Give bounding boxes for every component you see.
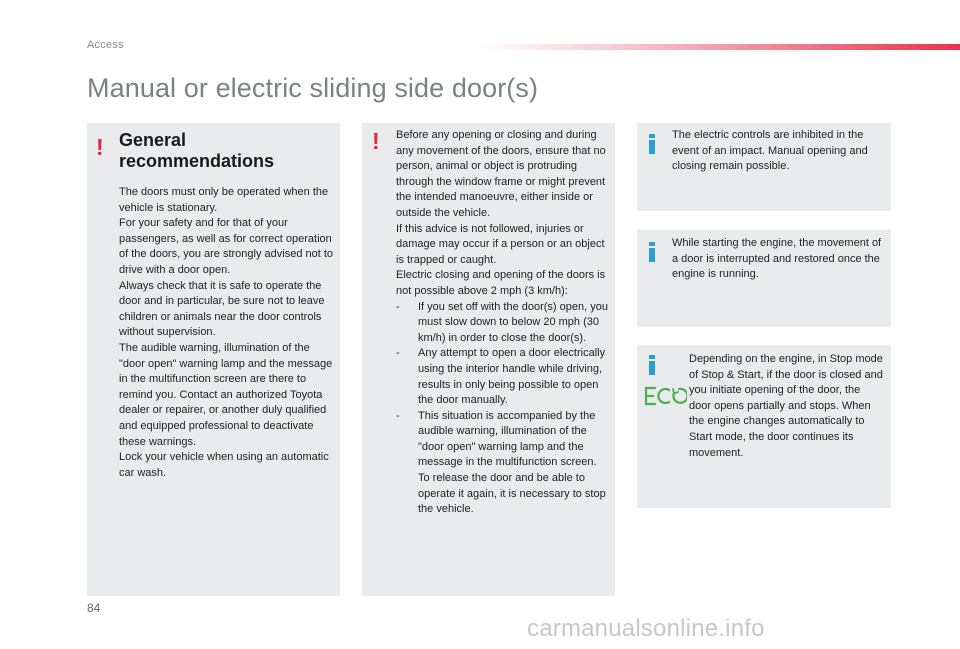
warning-list-item bbox=[396, 409, 609, 518]
general-paragraph: Lock your vehicle when using an automatic car wash. bbox=[119, 451, 329, 479]
general-paragraph: Always check that it is safe to operate the door and in particular, be sure not to leave children or animals near the door controls without supervision. bbox=[119, 279, 325, 339]
warning-list-item-text: This situation is accompanied by the audible warning, illumination of the "door open" warning lamp and the message in the multifunction screen. To release the door and be able to operate it again, it is necessary to stop the vehicle. bbox=[418, 409, 606, 516]
list-dash: - bbox=[396, 409, 400, 422]
info-text: Depending on the engine, in Stop mode of Stop & Start, if the door is closed and you initiate opening of the door, the door opens partially and stops. When the engine changes automatically to Start mode, the door continues its movement. bbox=[689, 353, 883, 459]
warning-list-item-text: If you set off with the door(s) open, you must slow down to below 20 mph (30 km/h) in order to close the door(s). bbox=[418, 300, 608, 344]
info-icon bbox=[649, 355, 655, 375]
section-label: Access bbox=[87, 39, 124, 51]
list-dash: - bbox=[396, 300, 400, 313]
warning-paragraph: Before any opening or closing and during any movement of the doors, ensure that no person, animal or object is protruding through the window frame or might prevent the intended manoeuvre, either inside or outside the vehicle. bbox=[396, 129, 606, 219]
info-text: The electric controls are inhibited in the event of an impact. Manual opening and closing remain possible. bbox=[672, 129, 868, 173]
info-box-stop-start bbox=[637, 345, 891, 508]
info-box-engine-start bbox=[637, 230, 891, 327]
warning-exclamation-icon: ! bbox=[372, 128, 380, 154]
info-box-impact bbox=[637, 123, 891, 211]
watermark: carmanualsonline.info bbox=[527, 615, 765, 642]
page-title: Manual or electric sliding side door(s) bbox=[87, 73, 539, 103]
safety-warning-box bbox=[362, 123, 615, 596]
header-accent-bar bbox=[480, 44, 960, 50]
general-recommendations-text bbox=[119, 185, 335, 481]
general-recommendations-box bbox=[87, 123, 340, 596]
info-text: While starting the engine, the movement of a door is interrupted and restored once the engine is running. bbox=[672, 237, 882, 281]
general-paragraph: The audible warning, illumination of the "door open" warning lamp and the message in the multifunction screen are there to remind you. Contact an authorized Toyota dealer or repairer, or another duly qualified and equipped professional to deactivate these warnings. bbox=[119, 341, 333, 448]
warning-list-item-text: Any attempt to open a door electrically using the interior handle while driving, results in only being possible to open the door manually. bbox=[418, 347, 606, 407]
safety-warning-text bbox=[396, 128, 609, 518]
general-paragraph: For your safety and for that of your passengers, as well as for correct operation of the doors, you are strongly advised not to drive with a door open. bbox=[119, 217, 334, 276]
general-paragraph: The doors must only be operated when the vehicle is stationary. bbox=[119, 186, 329, 214]
page-number: 84 bbox=[87, 601, 101, 615]
warning-list-item bbox=[396, 346, 609, 408]
general-recommendations-heading: General recommendations bbox=[119, 130, 275, 171]
list-dash: - bbox=[396, 347, 400, 360]
warning-exclamation-icon: ! bbox=[96, 134, 104, 160]
info-icon bbox=[649, 134, 655, 154]
warning-paragraph: If this advice is not followed, injuries or damage may occur if a person or an object is trapped or caught. bbox=[396, 222, 605, 266]
eco-stop-start-icon bbox=[643, 385, 687, 407]
warning-paragraph: Electric closing and opening of the doors is not possible above 2 mph (3 km/h): bbox=[396, 269, 606, 297]
warning-list-item bbox=[396, 300, 609, 347]
info-icon bbox=[649, 242, 655, 262]
